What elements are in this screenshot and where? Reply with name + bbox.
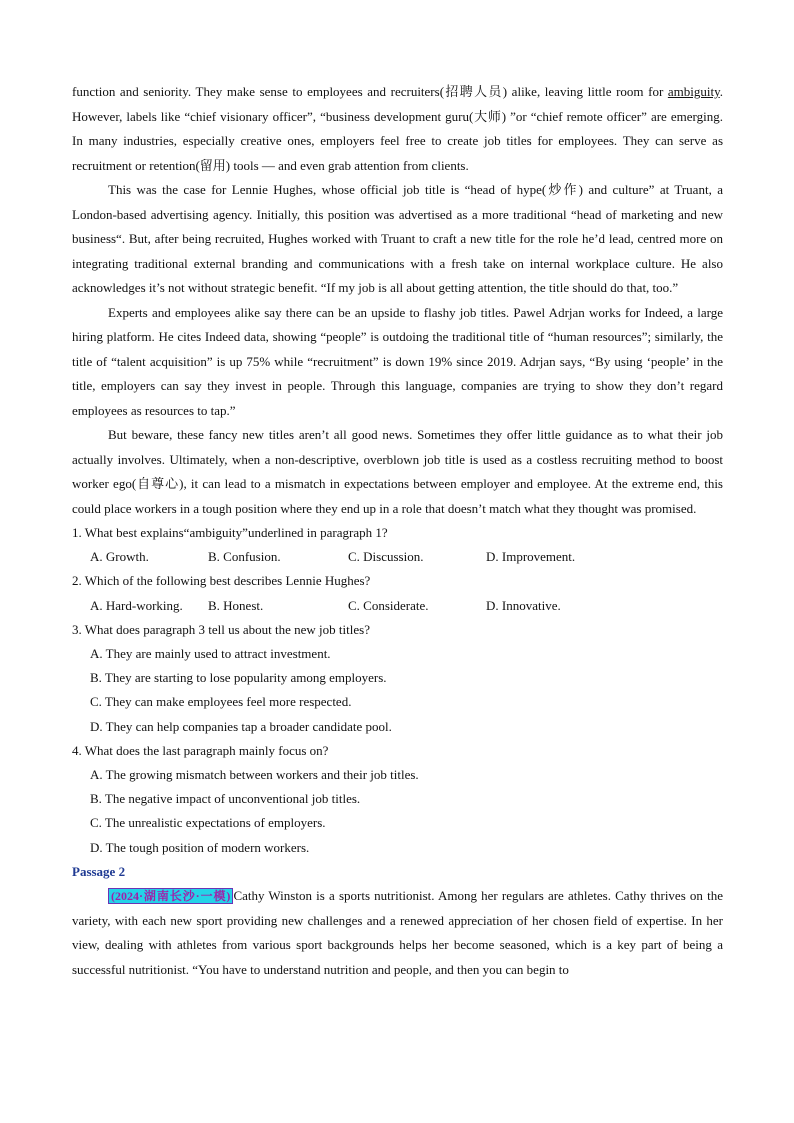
- passage1-paragraph-2: This was the case for Lennie Hughes, whose official job title is “head of hype(炒作) and culture” at Truant, a London-based advertising agency. Initially, this position was advertised as a more traditional “head of marketing and new business“. But, after being recruited, Hughes worked with Truant to craft a new title for the role he’d lead, centred more on integrating traditional external branding and communications with a fresh take on internal workplace culture. He also acknowledges it’s not without strategic benefit. “If my job is all about getting attention, the title should do that, too.”: [72, 182, 723, 295]
- option-d: D. Innovative.: [486, 597, 561, 613]
- question-stem: 4. What does the last paragraph mainly focus on?: [72, 742, 329, 758]
- underlined-word-ambiguity: ambiguity: [667, 84, 720, 99]
- question-stem: 3. What does paragraph 3 tell us about the new job titles?: [72, 621, 370, 637]
- question-3: [72, 618, 723, 739]
- passage1-paragraph-1: function and seniority. They make sense to employees and recruiters(招聘人员) alike, leaving little room for ambiguity. However, labels like “chief visionary officer”, “business development guru(大师) ”or “chief remote officer” are emerging. In many industries, especially creative ones, employers feel free to create job titles for employees. They can serve as recruitment or retention(留用) tools — and even grab attention from clients.: [72, 84, 723, 173]
- document-page: [72, 80, 723, 982]
- source-tag: (2024·湖南长沙·一模): [108, 888, 233, 904]
- option-c: C. They can make employees feel more respected.: [90, 694, 352, 710]
- option-b: B. Confusion.: [208, 549, 281, 565]
- option-c: C. Discussion.: [348, 549, 424, 565]
- question-stem: 2. Which of the following best describes Lennie Hughes?: [72, 573, 371, 589]
- passage2-paragraph-1: (2024·湖南长沙·一模) Cathy Winston is a sports nutritionist. Among her regulars are athletes. Cathy thrives on the variety, with each new sport providing new challenges and a renewed appreciation of her chosen field of expertise. In her view, dealing with athletes from various sport backgrounds helps her become seasoned, which is a key part of being a successful nutritionist. “You have to understand nutrition and people, and then you can begin to: [72, 888, 723, 977]
- question-1: [72, 521, 723, 569]
- option-row: [72, 545, 723, 569]
- option-b: B. The negative impact of unconventional job titles.: [90, 791, 361, 807]
- option-b: B. Honest.: [208, 597, 264, 613]
- passage2-heading: Passage 2: [72, 863, 126, 879]
- option-a: A. Hard-working.: [90, 597, 183, 613]
- question-2: [72, 569, 723, 617]
- passage1-paragraph-3: Experts and employees alike say there can be an upside to flashy job titles. Pawel Adrjan works for Indeed, a large hiring platform. He cites Indeed data, showing “people” is outdoing the traditional title of “human resources”; similarly, the title of “talent acquisition” is up 75% while “recruitment” is down 19% since 2019. Adrjan says, “By using ‘people’ in the title, employers can say they invest in people. Through this language, companies are trying to show they don’t regard employees as resources to tap.”: [72, 304, 723, 418]
- option-c: C. The unrealistic expectations of employers.: [90, 815, 326, 831]
- option-b: B. They are starting to lose popularity among employers.: [90, 670, 387, 686]
- question-stem: 1. What best explains“ambiguity”underlined in paragraph 1?: [72, 525, 388, 540]
- option-a: A. Growth.: [90, 549, 149, 565]
- option-a: A. They are mainly used to attract investment.: [90, 646, 331, 662]
- option-d: D. Improvement.: [486, 549, 576, 565]
- option-a: A. The growing mismatch between workers and their job titles.: [90, 767, 419, 783]
- option-c: C. Considerate.: [348, 597, 429, 613]
- passage1-paragraph-4: But beware, these fancy new titles aren’t all good news. Sometimes they offer little guidance as to what their job actually involves. Ultimately, when a non-descriptive, overblown job title is used as a costless recruiting method to boost worker ego(自尊心), it can lead to a mismatch in expectations between employer and employee. At the extreme end, this could place workers in a tough position where they end up in a role that doesn’t match what they thought was promised.: [72, 427, 723, 516]
- question-4: [72, 739, 723, 860]
- option-d: D. They can help companies tap a broader candidate pool.: [90, 718, 392, 734]
- option-d: D. The tough position of modern workers.: [90, 839, 310, 855]
- option-row: [72, 594, 723, 618]
